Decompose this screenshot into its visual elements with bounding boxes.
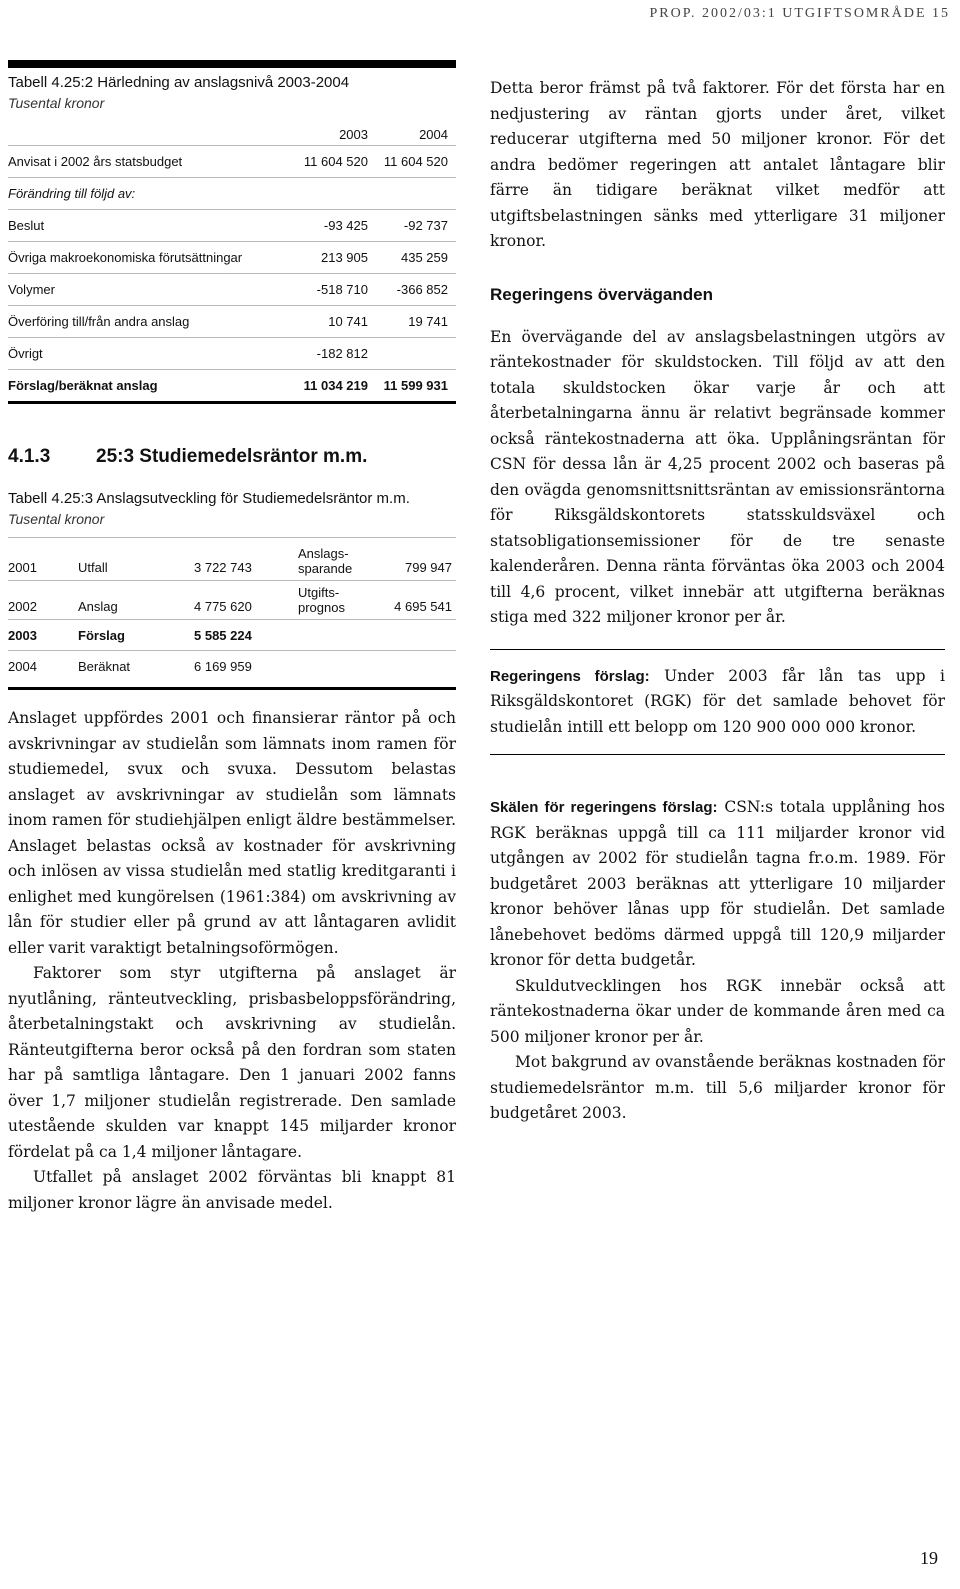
row-amount: 5 585 224: [194, 628, 252, 643]
page-number: 19: [920, 1548, 938, 1568]
row-label: Utgifts- prognos: [298, 585, 345, 615]
row-label: Övrigt: [8, 346, 43, 361]
row-value-2004: 11 604 520: [383, 154, 448, 169]
divider: [490, 649, 945, 650]
row-type: Utfall: [78, 560, 108, 575]
table1-subtitle: Tusental kronor: [8, 95, 105, 111]
table-row: [8, 537, 456, 580]
table-top-rule: [8, 60, 456, 68]
table2-subtitle: Tusental kronor: [8, 511, 105, 527]
row-value-2003: 10 741: [328, 314, 368, 329]
table2-title: Tabell 4.25:3 Anslagsutveckling för Studiemedelsräntor m.m.: [8, 490, 410, 507]
row-value-2003: 11 604 520: [303, 154, 368, 169]
table1-col-2003: 2003: [339, 127, 368, 142]
right-column: [490, 76, 945, 1127]
table-row: [8, 177, 456, 209]
row-value-2004: 19 741: [408, 314, 448, 329]
row-value-2004: 11 599 931: [383, 378, 448, 393]
row-type: Anslag: [78, 599, 118, 614]
paragraph: Anslaget uppfördes 2001 och finansierar räntor på och avskrivningar av studielån som lämnats inom ramen för studiemedel, svux och svuxa. Dessutom belastas anslaget av avskrivningar av studielån som lämnats inom ramen för studiehjälpen enligt äldre bestämmelser. Anslaget belastas också av kostnader för avskrivning och inlösen av vissa studielån med statlig kreditgaranti i enlighet med kungörelsen (1961:384) om avskrivning av lån för studier eller på grund av att låntagaren avlidit eller varit varaktigt betalningsoförmögen.: [8, 709, 456, 957]
row-value-2004: -366 852: [396, 282, 448, 297]
row-type: Beräknat: [78, 659, 131, 674]
row-amount-2: 4 695 541: [394, 599, 452, 614]
row-value-2003: -182 812: [316, 346, 368, 361]
paragraph: Utfallet på anslaget 2002 förväntas bli knappt 81 miljoner kronor lägre än anvisade medel.: [8, 1168, 456, 1212]
proposal-paragraph: [490, 664, 945, 741]
table-row: [8, 337, 456, 369]
table-row-total: [8, 369, 456, 401]
table1-bottom-rule: [8, 401, 456, 404]
proposal-lead: Regeringens förslag:: [490, 667, 650, 685]
subheading: Regeringens överväganden: [490, 284, 713, 304]
reasons-paragraph: [490, 795, 945, 974]
paragraph: Skuldutvecklingen hos RGK innebär också att räntekostnaderna ökar under de kommande åren med ca 500 miljoner kronor per år.: [490, 976, 945, 1046]
row-year: 2002: [8, 599, 37, 614]
table1-title: Tabell 4.25:2 Härledning av anslagsnivå 2003-2004: [8, 74, 350, 91]
row-label: Anslags- sparande: [298, 546, 353, 576]
paragraph: Detta beror främst på två faktorer. För det första har en nedjustering av räntan gjorts under året, vilket reducerar utgifterna med 50 miljoner kronor. För det andra bedömer regeringen att antalet låntagare blir färre än tidigare beräknat vilket medför att utgiftsbelastningen sänks med ytterligare 31 miljoner kronor.: [490, 79, 945, 250]
table-row: [8, 580, 456, 619]
left-column: [8, 60, 456, 1216]
table1: [8, 119, 456, 401]
table1-col-2004: 2004: [419, 127, 448, 142]
row-year: 2004: [8, 659, 37, 674]
row-amount: 6 169 959: [194, 659, 252, 674]
row-label: Övriga makroekonomiska förutsättningar: [8, 250, 243, 265]
table-row: [8, 209, 456, 241]
row-type: Förslag: [78, 628, 125, 643]
proposal-text: Under 2003 får lån tas upp i Riksgäldskontoret (RGK) för det samlade behovet för studielån intill ett belopp om 120 900 000 000 kronor.: [490, 666, 945, 736]
row-value-2003: -518 710: [316, 282, 368, 297]
paragraph: En övervägande del av anslagsbelastningen utgörs av räntekostnader för skuldstocken. Till följd av att den totala skuldstocken ökar varje år och att återbetalningarna ännu är relativt begränsade kommer också räntekostnaderna att öka. Upplåningsräntan för CSN för dessa lån är 4,25 procent 2002 och baseras på den ovägda genomsnittsnittsräntan av emissionsräntorna för Riksgäldskontorets statsskuldsväxel och statsobligationsemissioner för de tre senaste kalenderåren. Denna ränta förväntas öka 2003 och 2004 till 4,6 procent, vilket innebär att utgifterna beräknas stiga med 322 miljoner kronor per år.: [490, 327, 945, 626]
running-header: PROP. 2002/03:1 UTGIFTSOMRÅDE 15: [649, 6, 950, 21]
table-row: [8, 305, 456, 337]
row-value-2003: 213 905: [321, 250, 368, 265]
reasons-text: CSN:s totala upplåning hos RGK beräknas uppgå till ca 111 miljarder kronor vid utgången av 2002 för studielån tagna fr.o.m. 1989. För budgetåret 2003 beräknas att ytterligare 10 miljarder kronor behöver lånas upp för studielån. Det samlade lånebehovet bedöms därmed uppgå till 120,9 miljarder kronor för detta budgetår.: [490, 798, 945, 969]
row-amount: 3 722 743: [194, 560, 252, 575]
reasons-lead: Skälen för regeringens förslag:: [490, 799, 718, 816]
table-row: [8, 619, 456, 650]
row-label: Anvisat i 2002 års statsbudget: [8, 154, 183, 169]
row-label: Beslut: [8, 218, 45, 233]
table1-header-row: [8, 119, 456, 145]
table-row: [8, 241, 456, 273]
paragraph: Mot bakgrund av ovanstående beräknas kostnaden för studiemedelsräntor m.m. till 5,6 miljarder kronor för budgetåret 2003.: [490, 1053, 945, 1122]
table-row: [8, 145, 456, 177]
row-year: 2001: [8, 560, 37, 575]
row-amount: 4 775 620: [194, 599, 252, 614]
table-row: [8, 273, 456, 305]
divider: [490, 754, 945, 755]
table2-bottom-rule: [8, 687, 456, 690]
section-title: 25:3 Studiemedelsräntor m.m.: [96, 446, 368, 467]
row-value-2003: -93 425: [323, 218, 368, 233]
row-value-2003: 11 034 219: [303, 378, 368, 393]
row-label: Förslag/beräknat anslag: [8, 378, 158, 393]
section-number: 4.1.3: [8, 446, 51, 467]
section-heading: [8, 446, 456, 468]
table2: [8, 537, 456, 681]
table-row: [8, 650, 456, 681]
paragraph: Faktorer som styr utgifterna på anslaget är nyutlåning, ränteutveckling, prisbasbeloppsförändring, återbetalningstakt och avskrivning av studielån. Ränteutgifterna beror också på den fordran som staten har på samtliga låntagare. Den 1 januari 2002 fanns över 1,7 miljoner studielån registrerade. Den samlade utestående skulden var knappt 145 miljarder kronor fördelat på ca 1,4 miljoner låntagare.: [8, 964, 456, 1161]
row-amount-2: 799 947: [405, 560, 452, 575]
row-year: 2003: [8, 628, 37, 643]
row-label: Volymer: [8, 282, 55, 297]
row-label: Förändring till följd av:: [8, 186, 136, 201]
row-value-2004: 435 259: [401, 250, 448, 265]
row-label: Överföring till/från andra anslag: [8, 314, 190, 329]
row-value-2004: -92 737: [403, 218, 448, 233]
